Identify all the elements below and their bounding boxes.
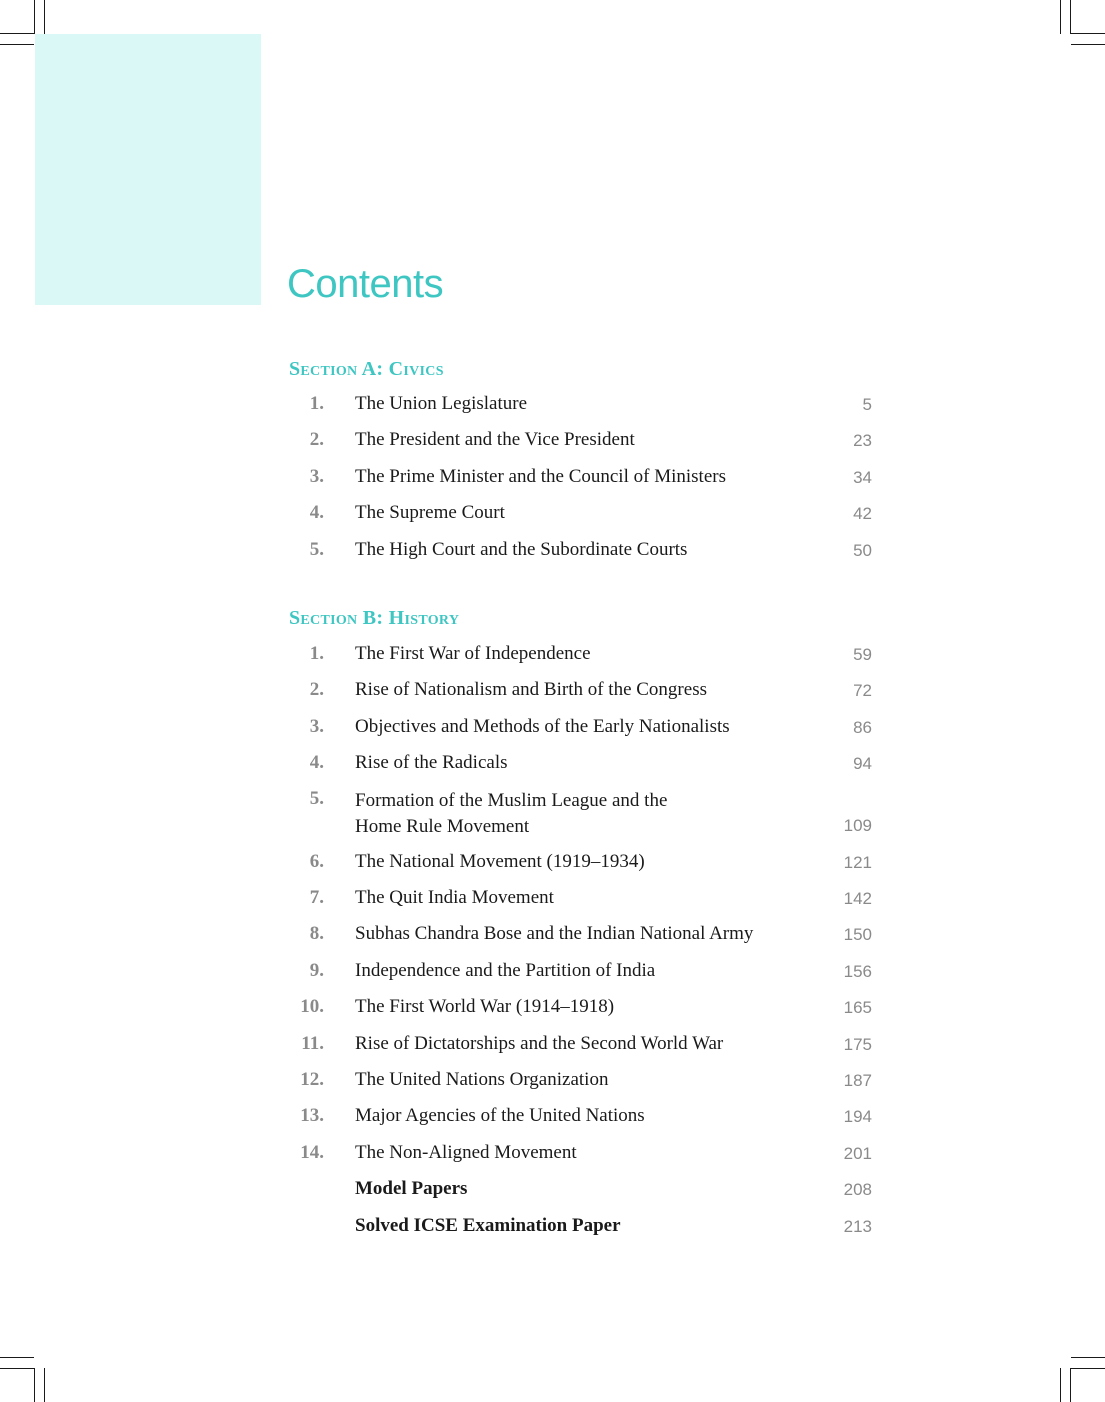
entry-number: 5.: [309, 539, 324, 560]
entry-title: Model Papers: [355, 1178, 468, 1199]
entry-number: 9.: [309, 960, 324, 981]
toc-entry[interactable]: [290, 1142, 872, 1168]
entry-number: 5.: [309, 788, 324, 809]
entry-number: 3.: [309, 716, 324, 737]
toc-entry[interactable]: [290, 923, 872, 949]
entry-page: 23: [853, 431, 872, 450]
entry-number: 3.: [309, 466, 324, 487]
entry-title: The Supreme Court: [355, 502, 505, 523]
entry-title-line: Home Rule Movement: [355, 816, 530, 837]
entry-title: The National Movement (1919–1934): [355, 851, 645, 872]
entry-title: The Quit India Movement: [355, 887, 554, 908]
crop-mark: [1071, 1357, 1105, 1358]
toc-entry[interactable]: [290, 996, 872, 1022]
crop-mark: [0, 33, 34, 34]
entry-number: 14.: [300, 1142, 324, 1163]
entry-number: 4.: [309, 752, 324, 773]
entry-page: 59: [853, 645, 872, 664]
entry-page: 213: [843, 1217, 872, 1236]
toc-entry[interactable]: [290, 887, 872, 913]
section-heading-civics: Section A: Civics: [289, 358, 444, 380]
entry-title: The Union Legislature: [355, 393, 528, 414]
entry-title: Independence and the Partition of India: [355, 960, 656, 981]
entry-number: 1.: [309, 643, 324, 664]
entry-title: The First War of Independence: [355, 643, 591, 664]
entry-title: The First World War (1914–1918): [355, 996, 615, 1017]
entry-page: 5: [862, 395, 872, 414]
entry-page: 165: [843, 998, 872, 1017]
entry-title: The President and the Vice President: [355, 429, 635, 450]
entry-page: 94: [853, 754, 872, 773]
entry-page: 187: [843, 1071, 872, 1090]
crop-mark: [0, 44, 34, 45]
entry-page: 208: [843, 1180, 872, 1199]
crop-mark: [0, 1368, 34, 1369]
entry-number: 8.: [309, 923, 324, 944]
entry-title: Objectives and Methods of the Early Nationalists: [355, 716, 730, 737]
entry-title: Solved ICSE Examination Paper: [355, 1215, 621, 1236]
entry-page: 109: [843, 816, 872, 835]
toc-entry[interactable]: [290, 679, 872, 705]
entry-title: The Non-Aligned Movement: [355, 1142, 577, 1163]
toc-entry[interactable]: [290, 466, 872, 492]
section-heading-history: Section B: History: [289, 607, 460, 629]
toc-entry[interactable]: [290, 1105, 872, 1131]
entry-page: 175: [843, 1035, 872, 1054]
crop-mark: [34, 0, 35, 34]
crop-mark: [1060, 0, 1061, 34]
entry-number: 11.: [301, 1033, 324, 1054]
entry-title: The Prime Minister and the Council of Ministers: [355, 466, 726, 487]
toc-entry[interactable]: [290, 716, 872, 742]
toc-entry[interactable]: [290, 960, 872, 986]
crop-mark: [1070, 1368, 1071, 1402]
entry-title: Major Agencies of the United Nations: [355, 1105, 645, 1126]
toc-entry[interactable]: [290, 539, 872, 565]
toc-entry[interactable]: [290, 752, 872, 778]
entry-title: The High Court and the Subordinate Courts: [355, 539, 688, 560]
toc-entry-solved-paper[interactable]: [290, 1215, 872, 1241]
crop-mark: [44, 1368, 45, 1402]
entry-page: 194: [843, 1107, 872, 1126]
entry-page: 150: [843, 925, 872, 944]
entry-page: 201: [843, 1144, 872, 1163]
entry-number: 13.: [300, 1105, 324, 1126]
crop-mark: [1071, 33, 1105, 34]
crop-mark: [1070, 0, 1071, 34]
entry-title-line: Formation of the Muslim League and the: [355, 790, 668, 811]
crop-mark: [0, 1357, 34, 1358]
entry-title: Rise of Nationalism and Birth of the Congress: [355, 679, 707, 700]
entry-page: 142: [843, 889, 872, 908]
entry-title: Rise of Dictatorships and the Second World War: [355, 1033, 724, 1054]
entry-title: Subhas Chandra Bose and the Indian National Army: [355, 923, 754, 944]
entry-page: 42: [853, 504, 872, 523]
entry-number: 2.: [309, 679, 324, 700]
entry-number: 1.: [309, 393, 324, 414]
crop-mark: [1060, 1368, 1061, 1402]
crop-mark: [1071, 1368, 1105, 1369]
toc-entry[interactable]: [290, 643, 872, 669]
crop-mark: [34, 1368, 35, 1402]
entry-title: The United Nations Organization: [355, 1069, 609, 1090]
toc-entry-model-papers[interactable]: [290, 1178, 872, 1204]
toc-entry[interactable]: [290, 1069, 872, 1095]
entry-number: 7.: [309, 887, 324, 908]
entry-page: 156: [843, 962, 872, 981]
entry-number: 10.: [300, 996, 324, 1017]
toc-entry[interactable]: [290, 502, 872, 528]
entry-number: 4.: [309, 502, 324, 523]
entry-title: [355, 788, 667, 840]
toc-entry[interactable]: [290, 851, 872, 877]
crop-mark: [44, 0, 45, 34]
toc-entry[interactable]: [290, 788, 872, 840]
entry-number: 6.: [309, 851, 324, 872]
entry-page: 86: [853, 718, 872, 737]
toc-entry[interactable]: [290, 429, 872, 455]
entry-page: 121: [843, 853, 872, 872]
entry-page: 34: [853, 468, 872, 487]
entry-page: 72: [853, 681, 872, 700]
toc-entry[interactable]: [290, 393, 872, 419]
entry-number: 2.: [309, 429, 324, 450]
crop-mark: [1071, 44, 1105, 45]
entry-page: 50: [853, 541, 872, 560]
decorative-block: [35, 34, 261, 305]
page-title: Contents: [287, 262, 444, 306]
entry-number: 12.: [300, 1069, 324, 1090]
toc-entry[interactable]: [290, 1033, 872, 1059]
entry-title: Rise of the Radicals: [355, 752, 508, 773]
